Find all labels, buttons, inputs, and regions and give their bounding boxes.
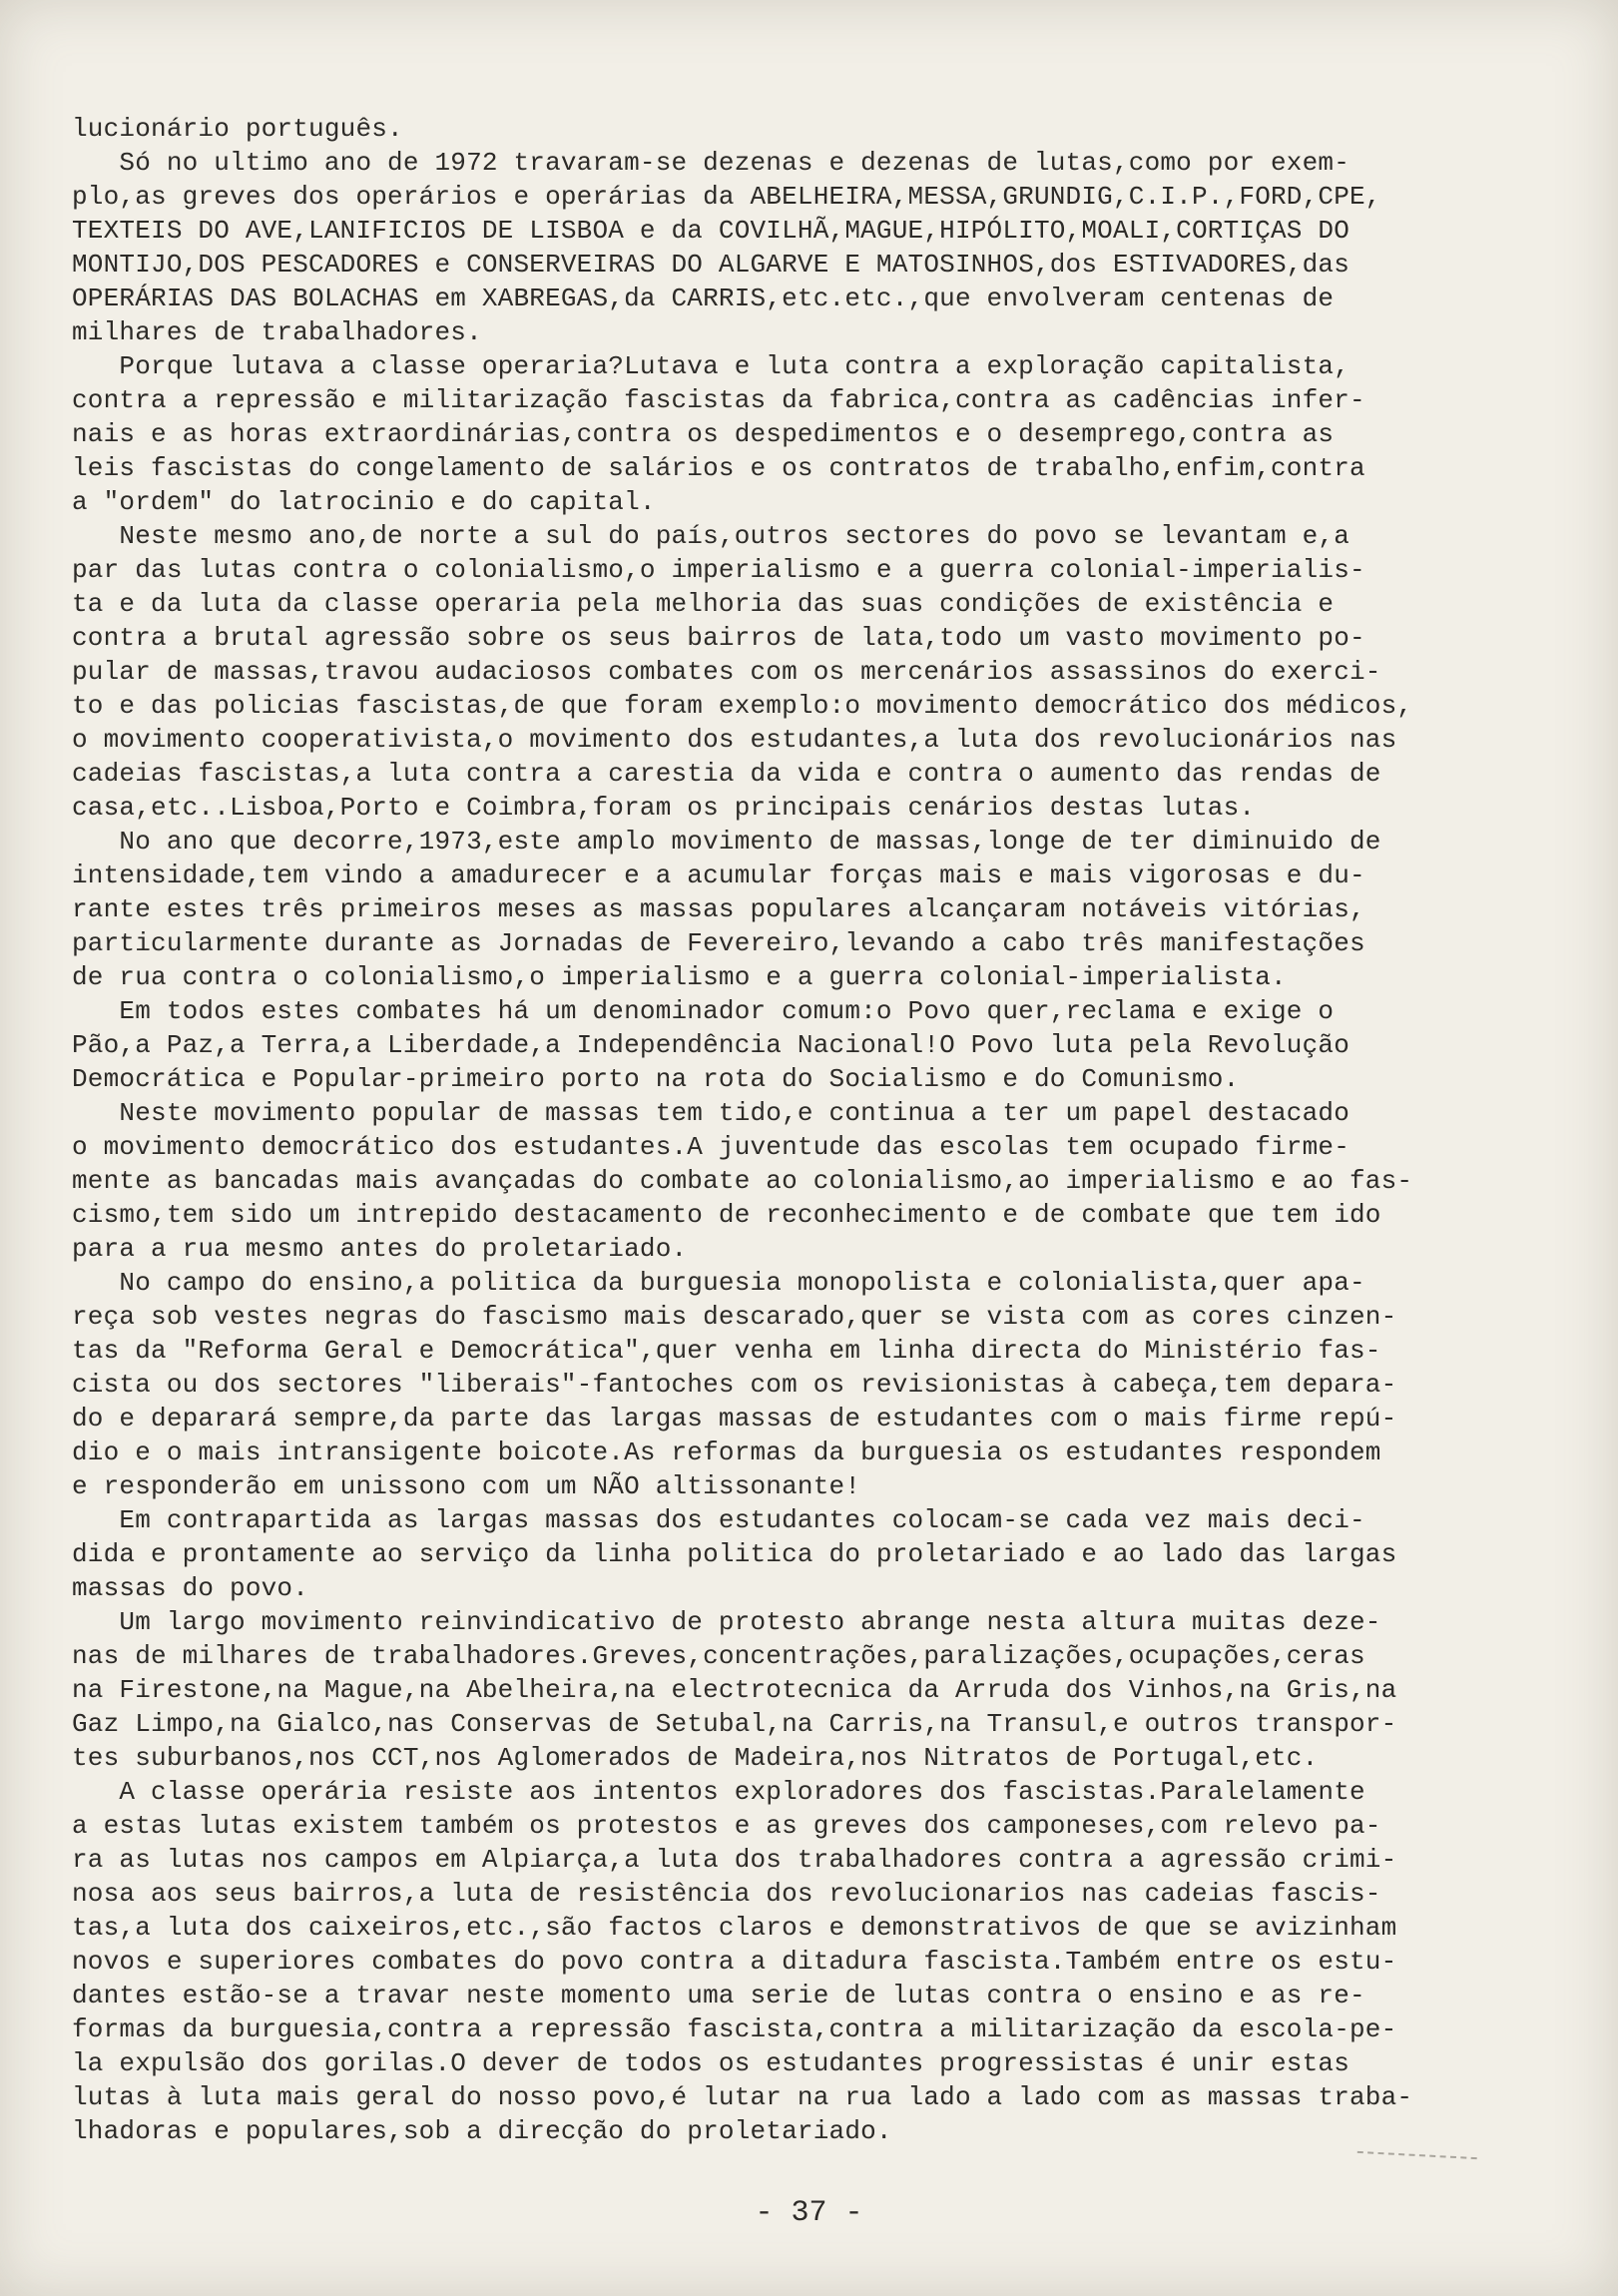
text-line: o movimento cooperativista,o movimento dos estudantes,a luta dos revolucionários nas	[72, 725, 1397, 755]
text-line: cista ou dos sectores "liberais"-fantoches com os revisionistas à cabeça,tem depara-	[72, 1370, 1397, 1400]
text-line: A classe operária resiste aos intentos exploradores dos fascistas.Paralelamente	[72, 1777, 1365, 1807]
text-line: reça sob vestes negras do fascismo mais descarado,quer se vista com as cores cinzen-	[72, 1302, 1397, 1332]
text-line: tas,a luta dos caixeiros,etc.,são factos claros e demonstrativos de que se avizinham	[72, 1913, 1397, 1943]
text-line: a "ordem" do latrocinio e do capital.	[72, 487, 656, 517]
text-line: leis fascistas do congelamento de salários e os contratos de trabalho,enfim,contra	[72, 453, 1365, 483]
typewritten-text	[72, 112, 1569, 2148]
text-line: intensidade,tem vindo a amadurecer e a acumular forças mais e mais vigorosas e du-	[72, 861, 1365, 890]
text-line: particularmente durante as Jornadas de Fevereiro,levando a cabo três manifestações	[72, 928, 1365, 958]
text-line: lhadoras e populares,sob a direcção do proletariado.	[72, 2116, 892, 2146]
text-line: formas da burguesia,contra a repressão fascista,contra a militarização da escola-pe-	[72, 2014, 1397, 2044]
text-line: ra as lutas nos campos em Alpiarça,a luta dos trabalhadores contra a agressão crimi-	[72, 1845, 1397, 1875]
text-line: de rua contra o colonialismo,o imperialismo e a guerra colonial-imperialista.	[72, 962, 1287, 992]
text-line: milhares de trabalhadores.	[72, 317, 482, 347]
text-line: Porque lutava a classe operaria?Lutava e luta contra a exploração capitalista,	[72, 351, 1350, 381]
text-line: tes suburbanos,nos CCT,nos Aglomerados de Madeira,nos Nitratos de Portugal,etc.	[72, 1743, 1319, 1773]
text-line: to e das policias fascistas,de que foram exemplo:o movimento democrático dos médicos,	[72, 691, 1413, 721]
text-line: contra a brutal agressão sobre os seus bairros de lata,todo um vasto movimento po-	[72, 623, 1365, 653]
text-line: TEXTEIS DO AVE,LANIFICIOS DE LISBOA e da COVILHÃ,MAGUE,HIPÓLITO,MOALI,CORTIÇAS DO	[72, 216, 1350, 246]
page-number: - 37 -	[755, 2196, 863, 2230]
text-line: cismo,tem sido um intrepido destacamento de reconhecimento e de combate que tem ido	[72, 1200, 1381, 1230]
text-line: nas de milhares de trabalhadores.Greves,concentrações,paralizações,ocupações,ceras	[72, 1641, 1365, 1671]
text-line: OPERÁRIAS DAS BOLACHAS em XABREGAS,da CARRIS,etc.etc.,que envolveram centenas de	[72, 284, 1335, 313]
text-line: novos e superiores combates do povo contra a ditadura fascista.Também entre os estu-	[72, 1947, 1397, 1977]
text-line: Em contrapartida as largas massas dos estudantes colocam-se cada vez mais deci-	[72, 1505, 1365, 1535]
text-line: la expulsão dos gorilas.O dever de todos os estudantes progressistas é unir estas	[72, 2048, 1350, 2078]
text-line: No campo do ensino,a politica da burguesia monopolista e colonialista,quer apa-	[72, 1268, 1365, 1298]
text-line: para a rua mesmo antes do proletariado.	[72, 1234, 688, 1264]
text-line: Em todos estes combates há um denominador comum:o Povo quer,reclama e exige o	[72, 996, 1335, 1026]
text-line: do e deparará sempre,da parte das largas massas de estudantes com o mais firme repú-	[72, 1404, 1397, 1434]
text-line: e responderão em unissono com um NÃO altissonante!	[72, 1471, 861, 1501]
text-line: par das lutas contra o colonialismo,o imperialismo e a guerra colonial-imperialis-	[72, 555, 1365, 585]
text-line: plo,as greves dos operários e operárias da ABELHEIRA,MESSA,GRUNDIG,C.I.P.,FORD,CPE,	[72, 182, 1381, 212]
text-line: Um largo movimento reinvindicativo de protesto abrange nesta altura muitas deze-	[72, 1607, 1381, 1637]
text-line: Neste movimento popular de massas tem tido,e continua a ter um papel destacado	[72, 1098, 1350, 1128]
text-line: Neste mesmo ano,de norte a sul do país,outros sectores do povo se levantam e,a	[72, 521, 1350, 551]
text-line: cadeias fascistas,a luta contra a carestia da vida e contra o aumento das rendas de	[72, 759, 1381, 789]
text-line: Pão,a Paz,a Terra,a Liberdade,a Independência Nacional!O Povo luta pela Revolução	[72, 1030, 1350, 1060]
text-line: o movimento democrático dos estudantes.A juventude das escolas tem ocupado firme-	[72, 1132, 1350, 1162]
text-line: Democrática e Popular-primeiro porto na rota do Socialismo e do Comunismo.	[72, 1064, 1240, 1094]
text-line: contra a repressão e militarização fascistas da fabrica,contra as cadências infer-	[72, 385, 1365, 415]
text-line: tas da "Reforma Geral e Democrática",quer venha em linha directa do Ministério fas-	[72, 1336, 1381, 1366]
text-line: No ano que decorre,1973,este amplo movimento de massas,longe de ter diminuido de	[72, 827, 1381, 857]
text-line: lucionário português.	[72, 114, 403, 144]
text-line: na Firestone,na Mague,na Abelheira,na electrotecnica da Arruda dos Vinhos,na Gris,na	[72, 1675, 1397, 1705]
text-line: massas do povo.	[72, 1573, 309, 1603]
text-line: dantes estão-se a travar neste momento uma serie de lutas contra o ensino e as re-	[72, 1981, 1365, 2010]
text-line: pular de massas,travou audaciosos combates com os mercenários assassinos do exerci-	[72, 657, 1381, 687]
text-line: rante estes três primeiros meses as massas populares alcançaram notáveis vitórias,	[72, 894, 1365, 924]
text-line: dida e prontamente ao serviço da linha politica do proletariado e ao lado das largas	[72, 1539, 1397, 1569]
text-line: dio e o mais intransigente boicote.As reformas da burguesia os estudantes respondem	[72, 1437, 1381, 1467]
text-line: nosa aos seus bairros,a luta de resistência dos revolucionarios nas cadeias fascis-	[72, 1879, 1381, 1909]
text-line: lutas à luta mais geral do nosso povo,é lutar na rua lado a lado com as massas traba-	[72, 2082, 1413, 2112]
text-line: casa,etc..Lisboa,Porto e Coimbra,foram os principais cenários destas lutas.	[72, 793, 1256, 823]
text-line: nais e as horas extraordinárias,contra os despedimentos e o desemprego,contra as	[72, 419, 1335, 449]
text-line: mente as bancadas mais avançadas do combate ao colonialismo,ao imperialismo e ao fas-	[72, 1166, 1413, 1196]
text-line: ta e da luta da classe operaria pela melhoria das suas condições de existência e	[72, 589, 1335, 619]
text-line: a estas lutas existem também os protestos e as greves dos camponeses,com relevo pa-	[72, 1811, 1381, 1841]
text-line: MONTIJO,DOS PESCADORES e CONSERVEIRAS DO ALGARVE E MATOSINHOS,dos ESTIVADORES,das	[72, 250, 1350, 280]
text-line: Gaz Limpo,na Gialco,nas Conservas de Setubal,na Carris,na Transul,e outros transpor-	[72, 1709, 1397, 1739]
text-line: Só no ultimo ano de 1972 travaram-se dezenas e dezenas de lutas,como por exem-	[72, 148, 1350, 178]
